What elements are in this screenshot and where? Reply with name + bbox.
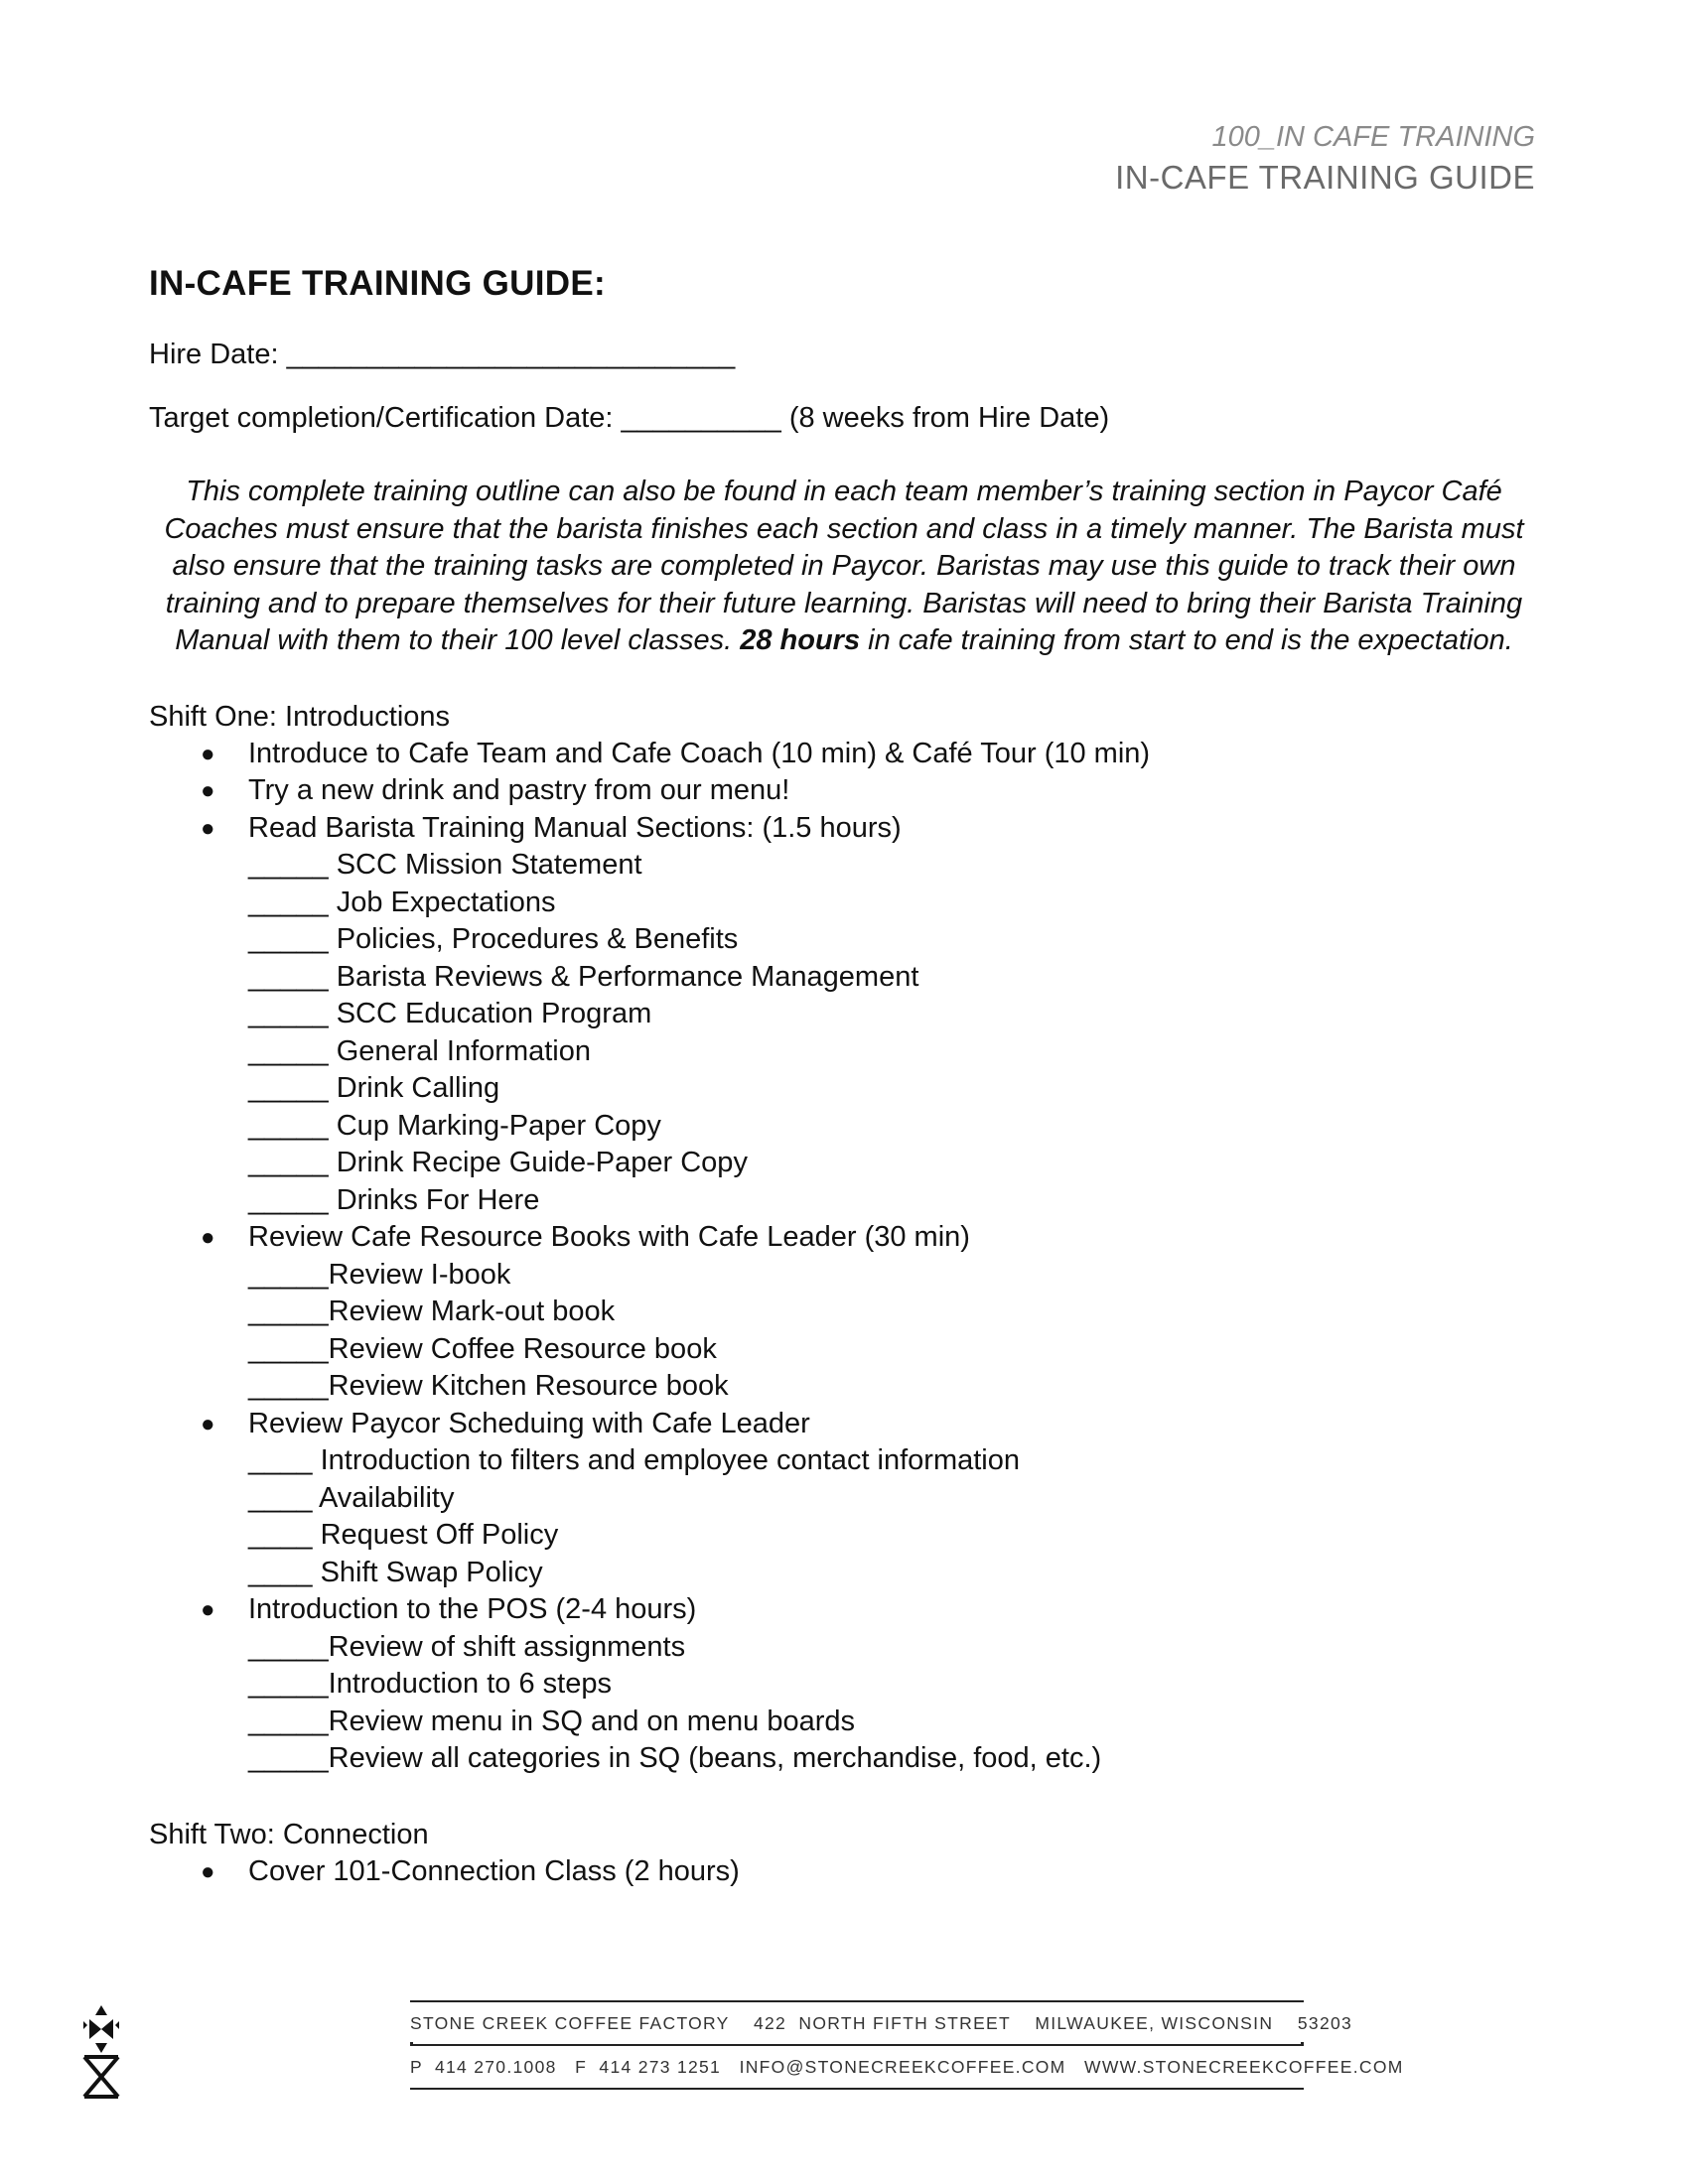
- hire-date-field: Hire Date: ____________________________: [149, 339, 736, 370]
- checklist-item: _____Review Mark-out book: [248, 1296, 616, 1327]
- document-body: [149, 260, 1539, 1890]
- checklist-item: _____ SCC Education Program: [248, 998, 652, 1029]
- checklist-item: _____ Drink Calling: [248, 1072, 500, 1104]
- checklist-item: _____Introduction to 6 steps: [248, 1668, 612, 1700]
- bullet-item: [149, 1591, 1539, 1629]
- footer-address: STONE CREEK COFFEE FACTORY 422 NORTH FIFTH STREET MILWAUKEE, WISCONSIN 53203: [410, 2013, 1353, 2033]
- bullet-text: Cover 101-Connection Class (2 hours): [248, 1854, 740, 1887]
- checklist-item: _____Review menu in SQ and on menu boards: [248, 1705, 855, 1737]
- checklist-item: ____ Shift Swap Policy: [248, 1556, 543, 1588]
- shift-two-list: [149, 1853, 1539, 1891]
- bullet-text: Try a new drink and pastry from our menu!: [248, 774, 790, 806]
- bullet-item: [149, 1406, 1539, 1443]
- company-footer: [410, 2000, 1404, 2090]
- bullet-dot-icon: ●: [201, 777, 215, 804]
- bullet-dot-icon: ●: [201, 740, 215, 767]
- bullet-item: [149, 772, 1539, 810]
- intro-paragraph: [149, 474, 1539, 660]
- footer-rule-bottom: [410, 2088, 1304, 2090]
- checklist-item: _____ SCC Mission Statement: [248, 849, 642, 881]
- page-title: IN-CAFE TRAINING GUIDE:: [149, 264, 606, 303]
- target-date-field: Target completion/Certification Date: __________ (8 weeks from Hire Date): [149, 402, 1110, 434]
- bullet-text: Read Barista Training Manual Sections: (1.5 hours): [248, 811, 902, 844]
- bullet-dot-icon: ●: [201, 1857, 215, 1885]
- bullet-item: [149, 810, 1539, 848]
- bullet-item: [149, 1219, 1539, 1257]
- checklist-item: _____ Policies, Procedures & Benefits: [248, 923, 739, 955]
- bullet-dot-icon: ●: [201, 1410, 215, 1437]
- checklist-item: _____Review Coffee Resource book: [248, 1332, 717, 1365]
- checklist-item: ____ Introduction to filters and employee contact information: [248, 1444, 1021, 1476]
- bullet-text: Review Cafe Resource Books with Cafe Leader (30 min): [248, 1221, 970, 1253]
- bullet-text: Introduction to the POS (2-4 hours): [248, 1593, 697, 1625]
- intro-text-end: in cafe training from start to end is the expectation.: [860, 624, 1513, 656]
- shift-one-list: [149, 736, 1539, 1778]
- checklist-item: _____Review all categories in SQ (beans, merchandise, food, etc.): [248, 1742, 1102, 1774]
- checklist-item: _____Review of shift assignments: [248, 1630, 686, 1663]
- footer-rule-middle: [410, 2044, 1304, 2046]
- bullet-text: Review Paycor Scheduing with Cafe Leader: [248, 1407, 810, 1439]
- checklist-item: ____ Request Off Policy: [248, 1519, 559, 1551]
- document-header: [1115, 117, 1535, 199]
- checklist-item: _____ Barista Reviews & Performance Management: [248, 960, 919, 993]
- intro-text: This complete training outline can also be found in each team member’s training section in Paycor Café Coaches must ensure that the barista finishes each section and class in a timely manner. The Barista must also ensure that the training tasks are completed in Paycor. Baristas may use this guide to track their own training and to prepare themselves for their future learning. Baristas will need to bring their Barista Training Manual with them to their 100 level classes.: [164, 476, 1524, 656]
- checklist-item: _____Review Kitchen Resource book: [248, 1370, 729, 1402]
- checklist-item: _____ Drinks For Here: [248, 1183, 540, 1216]
- checklist-item: ____ Availability: [248, 1481, 455, 1514]
- bullet-item: [149, 1853, 1539, 1891]
- bullet-dot-icon: ●: [201, 814, 215, 842]
- footer-contact: P 414 270.1008 F 414 273 1251 INFO@STONECREEKCOFFEE.COM WWW.STONECREEKCOFFEE.COM: [410, 2057, 1404, 2077]
- bullet-item: [149, 736, 1539, 773]
- checklist-item: _____ Cup Marking-Paper Copy: [248, 1109, 661, 1142]
- document-header-title: IN-CAFE TRAINING GUIDE: [1115, 159, 1535, 196]
- stone-creek-logo-icon: [81, 2005, 121, 2099]
- checklist-item: _____ Drink Recipe Guide-Paper Copy: [248, 1147, 748, 1178]
- checklist-item: _____Review I-book: [248, 1258, 511, 1291]
- bullet-dot-icon: ●: [201, 1596, 215, 1623]
- shift-two-title: Shift Two: Connection: [149, 1818, 429, 1850]
- intro-bold-hours: 28 hours: [740, 624, 861, 656]
- bullet-text: Introduce to Cafe Team and Cafe Coach (10 min) & Café Tour (10 min): [248, 737, 1151, 769]
- checklist-item: _____ Job Expectations: [248, 886, 556, 918]
- bullet-dot-icon: ●: [201, 1224, 215, 1251]
- document-code: 100_IN CAFE TRAINING: [1211, 121, 1535, 153]
- shift-one-title: Shift One: Introductions: [149, 700, 451, 733]
- checklist-item: _____ General Information: [248, 1034, 591, 1067]
